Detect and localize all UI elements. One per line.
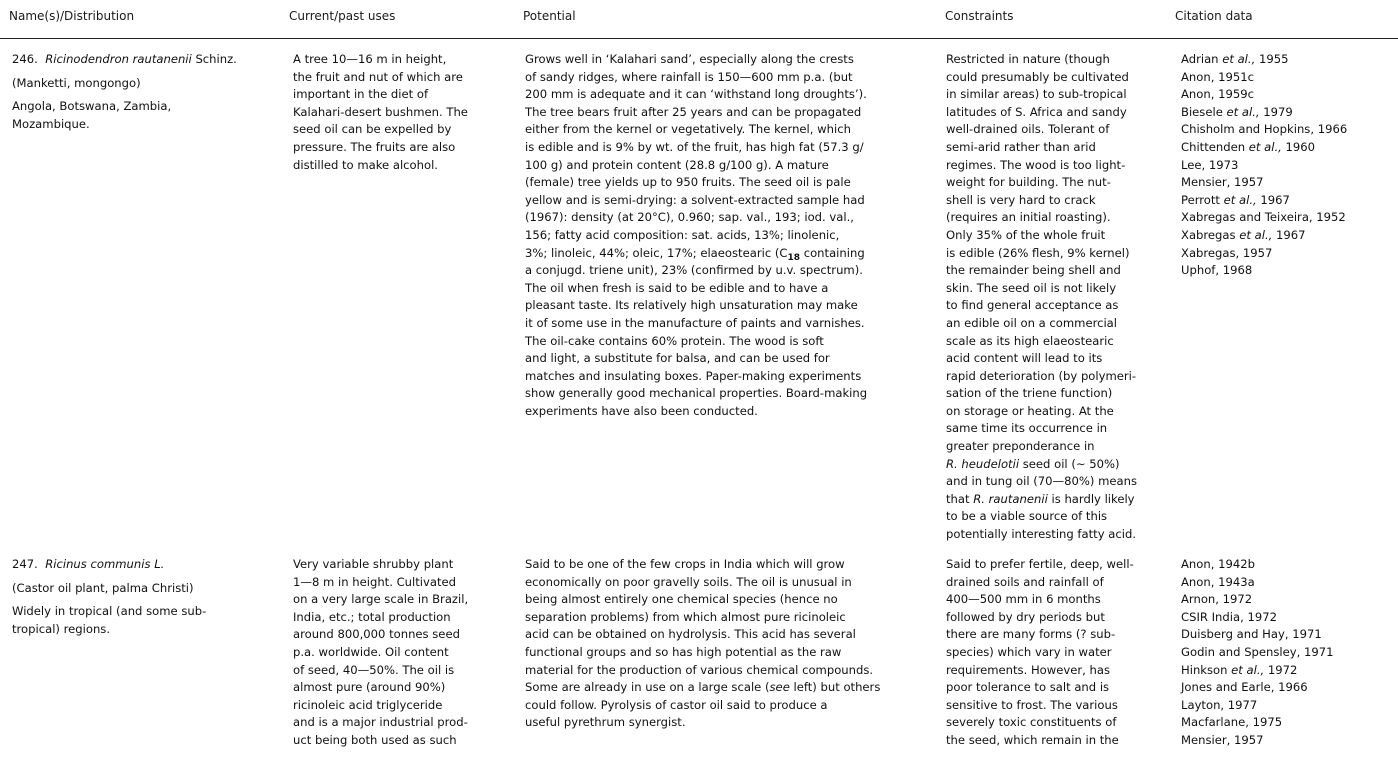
citation-item: [1181, 104, 1347, 122]
text-line: regimes. The wood is too light-: [946, 157, 1126, 172]
text-line: weight for building. The nut-: [946, 175, 1111, 190]
text-line: the seed, which remain in the: [946, 732, 1119, 747]
entry-246-uses-cell: [293, 51, 468, 174]
text-line: is edible (26% flesh, 9% kernel): [946, 245, 1130, 260]
entry-246-potential-cell: [525, 51, 867, 420]
text-line: show generally good mechanical properties. Board-making: [525, 386, 868, 401]
entry-247-potential-cell: [525, 556, 880, 732]
text-line: in similar areas) to sub-tropical: [946, 87, 1127, 102]
citation-author: Mensier, 1957: [1181, 175, 1264, 190]
text-line: of seed, 40—50%. The oil is: [293, 662, 455, 677]
text-line: a conjugd. triene unit), 23% (confirmed by u.v. spectrum).: [525, 263, 863, 278]
text-line: to find general acceptance as: [946, 298, 1119, 313]
citation-item: [1181, 679, 1334, 697]
text-line: Some are already in use on a large scale (see left) but others: [525, 680, 881, 695]
citation-author: Duisberg and Hay, 1971: [1181, 627, 1322, 642]
text-line: skin. The seed oil is not likely: [946, 280, 1117, 295]
citation-item: [1181, 697, 1334, 715]
text-line: could presumably be cultivated: [946, 69, 1129, 84]
distribution-line: Angola, Botswana, Zambia,: [12, 99, 172, 114]
entry-number: 246.: [12, 52, 38, 66]
citation-item: [1181, 209, 1347, 227]
text-line: important in the diet of: [293, 87, 429, 102]
distribution-line: Mozambique.: [12, 116, 90, 131]
header-potential: Potential: [523, 9, 576, 23]
citation-author: Anon, 1951c: [1181, 69, 1254, 84]
text-line: distilled to make alcohol.: [293, 157, 438, 172]
text-line: followed by dry periods but: [946, 609, 1105, 624]
header-name-distribution: Name(s)/Distribution: [9, 9, 135, 23]
citation-author: Adrian: [1181, 52, 1219, 66]
citation-author: Godin and Spensley, 1971: [1181, 644, 1334, 659]
citation-author: Jones and Earle, 1966: [1181, 680, 1308, 695]
text-line: on storage or heating. At the: [946, 403, 1114, 418]
text-line: the fruit and nut of which are: [293, 69, 463, 84]
entry-title: [12, 556, 206, 574]
text-line: economically on poor gravelly soils. The oil is unusual in: [525, 574, 852, 589]
text-line: scale as its high elaeostearic: [946, 333, 1114, 348]
text-line: uct being both used as such: [293, 732, 457, 747]
citation-etal: et al.,: [1223, 192, 1257, 207]
species-name: Ricinus communis L.: [45, 557, 165, 571]
text-line: 156; fatty acid composition: sat. acids, 13%; linolenic,: [525, 227, 840, 242]
citation-item: [1181, 262, 1347, 280]
text-line: Grows well in ‘Kalahari sand’, especially along the crests: [525, 52, 854, 66]
citation-item: [1181, 245, 1347, 263]
citation-item: [1181, 51, 1347, 69]
text-line: of sandy ridges, where rainfall is 150—600 mm p.a. (but: [525, 69, 853, 84]
text-line: A tree 10—16 m in height,: [293, 52, 447, 66]
text-line: sensitive to frost. The various: [946, 697, 1118, 712]
citation-author: Anon, 1943a: [1181, 574, 1255, 589]
citation-year: 1967: [1272, 227, 1306, 242]
citation-item: [1181, 626, 1334, 644]
citation-author: CSIR India, 1972: [1181, 609, 1277, 624]
text-line: (requires an initial roasting).: [946, 210, 1111, 225]
entry-247-uses-cell: [293, 556, 468, 750]
text-line: pleasant taste. Its relatively high unsaturation may make: [525, 298, 858, 313]
text-line: sation of the triene function): [946, 386, 1113, 401]
citation-author: Hinkson: [1181, 662, 1228, 677]
species-authority: Schinz.: [195, 52, 237, 66]
citation-author: Anon, 1959c: [1181, 87, 1254, 102]
citation-item: [1181, 139, 1347, 157]
text-line: around 800,000 tonnes seed: [293, 627, 460, 642]
text-line: (female) tree yields up to 950 fruits. The seed oil is pale: [525, 175, 851, 190]
text-line: 400—500 mm in 6 months: [946, 592, 1101, 607]
header-current-uses: Current/past uses: [289, 9, 396, 23]
entry-247-name-cell: [12, 556, 206, 638]
text-line: matches and insulating boxes. Paper-making experiments: [525, 368, 862, 383]
entry-247-citations-cell: [1181, 556, 1334, 750]
text-line: there are many forms (? sub-: [946, 627, 1116, 642]
text-line: The oil-cake contains 60% protein. The wood is soft: [525, 333, 824, 348]
text-line: an edible oil on a commercial: [946, 315, 1118, 330]
text-line: the remainder being shell and: [946, 263, 1121, 278]
text-line: it of some use in the manufacture of paints and varnishes.: [525, 315, 865, 330]
text-line: requirements. However, has: [946, 662, 1110, 677]
citation-item: [1181, 157, 1347, 175]
text-line: The oil when fresh is said to be edible and to have a: [525, 280, 829, 295]
text-line: rapid deterioration (by polymeri-: [946, 368, 1137, 383]
citation-item: [1181, 86, 1347, 104]
text-line: Kalahari-desert bushmen. The: [293, 104, 468, 119]
text-line: Said to be one of the few crops in India which will grow: [525, 557, 845, 571]
entry-title: [12, 51, 237, 69]
common-names: (Manketti, mongongo): [12, 75, 141, 90]
text-line: on a very large scale in Brazil,: [293, 592, 469, 607]
citation-item: [1181, 556, 1334, 574]
text-line: Very variable shrubby plant: [293, 557, 454, 571]
citation-year: 1955: [1255, 52, 1289, 66]
citation-author: Perrott: [1181, 192, 1220, 207]
citation-author: Arnon, 1972: [1181, 592, 1253, 607]
entry-247-constraints-cell: [946, 556, 1134, 750]
text-line: poor tolerance to salt and is: [946, 680, 1110, 695]
text-line: acid content will lead to its: [946, 351, 1103, 366]
text-line: that R. rautanenii is hardly likely: [946, 491, 1135, 506]
text-line: drained soils and rainfall of: [946, 574, 1104, 589]
entry-number: 247.: [12, 557, 38, 571]
text-line: latitudes of S. Africa and sandy: [946, 104, 1127, 119]
text-line: severely toxic constituents of: [946, 715, 1117, 730]
citation-author: Xabregas: [1181, 227, 1236, 242]
text-line: 3%; linoleic, 44%; oleic, 17%; elaeostearic ($C_{18}$ containing: [525, 245, 865, 263]
distribution-line: tropical) regions.: [12, 621, 111, 636]
citation-item: [1181, 609, 1334, 627]
text-line: pressure. The fruits are also: [293, 139, 456, 154]
citation-author: Lee, 1973: [1181, 157, 1239, 172]
text-line: Said to prefer fertile, deep, well-: [946, 557, 1134, 571]
citation-item: [1181, 714, 1334, 732]
header-rule: [0, 38, 1398, 39]
text-line: 100 g) and protein content (28.8 g/100 g). A mature: [525, 157, 829, 172]
text-line: acid can be obtained on hydrolysis. This acid has several: [525, 627, 856, 642]
citation-item: [1181, 591, 1334, 609]
text-line: 1—8 m in height. Cultivated: [293, 574, 457, 589]
citation-year: 1967: [1256, 192, 1290, 207]
citation-item: [1181, 174, 1347, 192]
text-line: potentially interesting fatty acid.: [946, 527, 1137, 542]
citation-item: [1181, 69, 1347, 87]
subscript-18: 18: [787, 252, 801, 263]
text-line: is edible and is 9% by wt. of the fruit, has high fat (57.3 g/: [525, 139, 864, 154]
text-line: yellow and is semi-drying: a solvent-extracted sample had: [525, 192, 865, 207]
common-names: (Castor oil plant, palma Christi): [12, 580, 194, 595]
distribution-line: Widely in tropical (and some sub-: [12, 604, 207, 619]
text-line: could follow. Pyrolysis of castor oil said to produce a: [525, 697, 828, 712]
citation-etal: et al.,: [1226, 104, 1260, 119]
citation-author: Chisholm and Hopkins, 1966: [1181, 122, 1348, 137]
citation-item: [1181, 732, 1334, 750]
citation-etal: et al.,: [1239, 227, 1273, 242]
species-name: Ricinodendron rautanenii: [45, 52, 192, 66]
citation-author: Xabregas and Teixeira, 1952: [1181, 210, 1346, 225]
text-line: experiments have also been conducted.: [525, 403, 758, 418]
citation-author: Macfarlane, 1975: [1181, 715, 1283, 730]
text-line: and light, a substitute for balsa, and can be used for: [525, 351, 830, 366]
citation-item: [1181, 662, 1334, 680]
citation-item: [1181, 227, 1347, 245]
text-line: seed oil can be expelled by: [293, 122, 452, 137]
citation-author: Mensier, 1957: [1181, 732, 1264, 747]
citation-etal: et al.,: [1222, 52, 1256, 66]
citation-year: 1979: [1259, 104, 1293, 119]
citation-item: [1181, 574, 1334, 592]
text-line: being almost entirely one chemical species (hence no: [525, 592, 838, 607]
citation-etal: et al.,: [1231, 662, 1265, 677]
text-line: shell is very hard to crack: [946, 192, 1096, 207]
text-line: almost pure (around 90%): [293, 680, 446, 695]
text-line: R. heudelotii seed oil (∼ 50%): [946, 456, 1120, 471]
text-line: p.a. worldwide. Oil content: [293, 644, 449, 659]
text-line: Restricted in nature (though: [946, 52, 1110, 66]
text-line: (1967): density (at 20°C), 0.960; sap. val., 193; iod. val.,: [525, 210, 854, 225]
text-line: The tree bears fruit after 25 years and can be propagated: [525, 104, 862, 119]
citation-author: Layton, 1977: [1181, 697, 1258, 712]
text-line: greater preponderance in: [946, 439, 1095, 454]
text-line: species) which vary in water: [946, 644, 1112, 659]
citation-year: 1960: [1281, 139, 1316, 154]
text-line: ricinoleic acid triglyceride: [293, 697, 443, 712]
citation-author: Xabregas, 1957: [1181, 245, 1273, 260]
text-line: and is a major industrial prod-: [293, 715, 468, 730]
text-line: functional groups and so has high potential as the raw: [525, 644, 842, 659]
header-citation-data: Citation data: [1175, 9, 1253, 23]
citation-item: [1181, 192, 1347, 210]
text-line: and in tung oil (70—80%) means: [946, 474, 1138, 489]
entry-246-name-cell: [12, 51, 237, 133]
text-line: India, etc.; total production: [293, 609, 451, 624]
text-line: semi-arid rather than arid: [946, 139, 1096, 154]
header-constraints: Constraints: [945, 9, 1014, 23]
citation-etal: et al.,: [1248, 139, 1282, 154]
text-line: separation problems) from which almost pure ricinoleic: [525, 609, 846, 624]
text-line: to be a viable source of this: [946, 509, 1108, 524]
citation-item: [1181, 121, 1347, 139]
text-line: material for the production of various chemical compounds.: [525, 662, 874, 677]
text-line: 200 mm is adequate and it can ‘withstand long droughts’).: [525, 87, 867, 102]
citation-year: 1972: [1264, 662, 1298, 677]
citation-author: Uphof, 1968: [1181, 263, 1253, 278]
citation-author: Chittenden: [1181, 139, 1246, 154]
text-line: either from the kernel or vegetatively. The kernel, which: [525, 122, 851, 137]
entry-246-constraints-cell: [946, 51, 1137, 544]
text-line: same time its occurrence in: [946, 421, 1108, 436]
text-line: useful pyrethrum synergist.: [525, 715, 686, 730]
citation-author: Biesele: [1181, 104, 1223, 119]
text-line: well-drained oils. Tolerant of: [946, 122, 1110, 137]
citation-item: [1181, 644, 1334, 662]
citation-author: Anon, 1942b: [1181, 557, 1255, 571]
text-line: Only 35% of the whole fruit: [946, 227, 1106, 242]
entry-246-citations-cell: [1181, 51, 1347, 280]
